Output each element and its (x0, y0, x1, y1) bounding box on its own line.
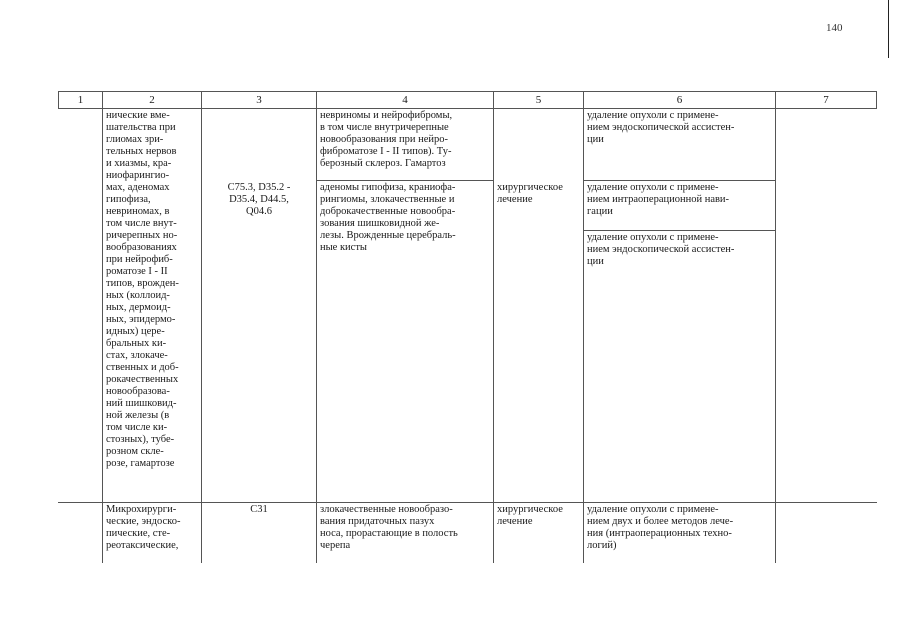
header-cell: 7 (776, 92, 877, 109)
table-cell-col5: хирургическое лечение (494, 503, 584, 563)
table-cell-col6: удаление опухоли с примене- нием эндоскопической ассистен- ции (584, 231, 776, 503)
header-cell: 2 (103, 92, 202, 109)
table-cell-col7 (776, 109, 877, 503)
table-cell-col6: удаление опухоли с примене- нием интраоперационной нави- гации (584, 181, 776, 231)
table-cell-col7 (776, 503, 877, 563)
document-table (58, 91, 877, 563)
table-cell-col6: удаление опухоли с примене- нием двух и более методов лече- ния (интраоперационных техно- логий) (584, 503, 776, 563)
page-number: 140 (826, 22, 843, 34)
table-header-row (59, 92, 877, 109)
header-cell: 4 (317, 92, 494, 109)
table-row (59, 109, 877, 181)
table-cell-col3 (202, 109, 317, 181)
table-cell-col3: C75.3, D35.2 - D35.4, D44.5, Q04.6 (202, 181, 317, 503)
table-row (59, 503, 877, 563)
header-cell: 6 (584, 92, 776, 109)
table-cell-col6: удаление опухоли с примене- нием эндоскопической ассистен- ции (584, 109, 776, 181)
scan-edge-line (888, 0, 889, 58)
table-cell-col5: хирургическое лечение (494, 181, 584, 503)
table-cell-col2: нические вме- шательства при глиомах зри- тельных нервов и хиазмы, кра- ниофарингио- мах, аденомах гипофиза, невриномах, в том числе внут- ричерепных но- вообразованиях при нейрофиб- роматозе I - II типов, врожден- ных (коллоид- ных, дермоид- ных, эпидермо- идных) цере- бральных ки- стах, злокаче- ственных и доб- рокачественных новообразова- ний шишковид- ной железы (в том числе ки- стозных), тубе- розном скле- розе, гамартозе (103, 109, 202, 503)
table-cell-col3: C31 (202, 503, 317, 563)
table-cell-col5 (494, 109, 584, 181)
table-cell-col1 (59, 109, 103, 503)
table-cell-col4: злокачественные новообразо- вания придаточных пазух носа, прорастающие в полость черепа (317, 503, 494, 563)
header-cell: 3 (202, 92, 317, 109)
table-cell-col4: аденомы гипофиза, краниофа- рингиомы, злокачественные и доброкачественные новообра- зования шишковидной же- лезы. Врожденные церебраль- ные кисты (317, 181, 494, 503)
header-cell: 1 (59, 92, 103, 109)
table-cell-col1 (59, 503, 103, 563)
table-cell-col4: невриномы и нейрофибромы, в том числе внутричерепные новообразования при нейро- фиброматозе I - II типов). Ту- берозный склероз. Гамартоз (317, 109, 494, 181)
header-cell: 5 (494, 92, 584, 109)
table-cell-col2: Микрохирурги- ческие, эндоско- пические, сте- реотаксические, (103, 503, 202, 563)
